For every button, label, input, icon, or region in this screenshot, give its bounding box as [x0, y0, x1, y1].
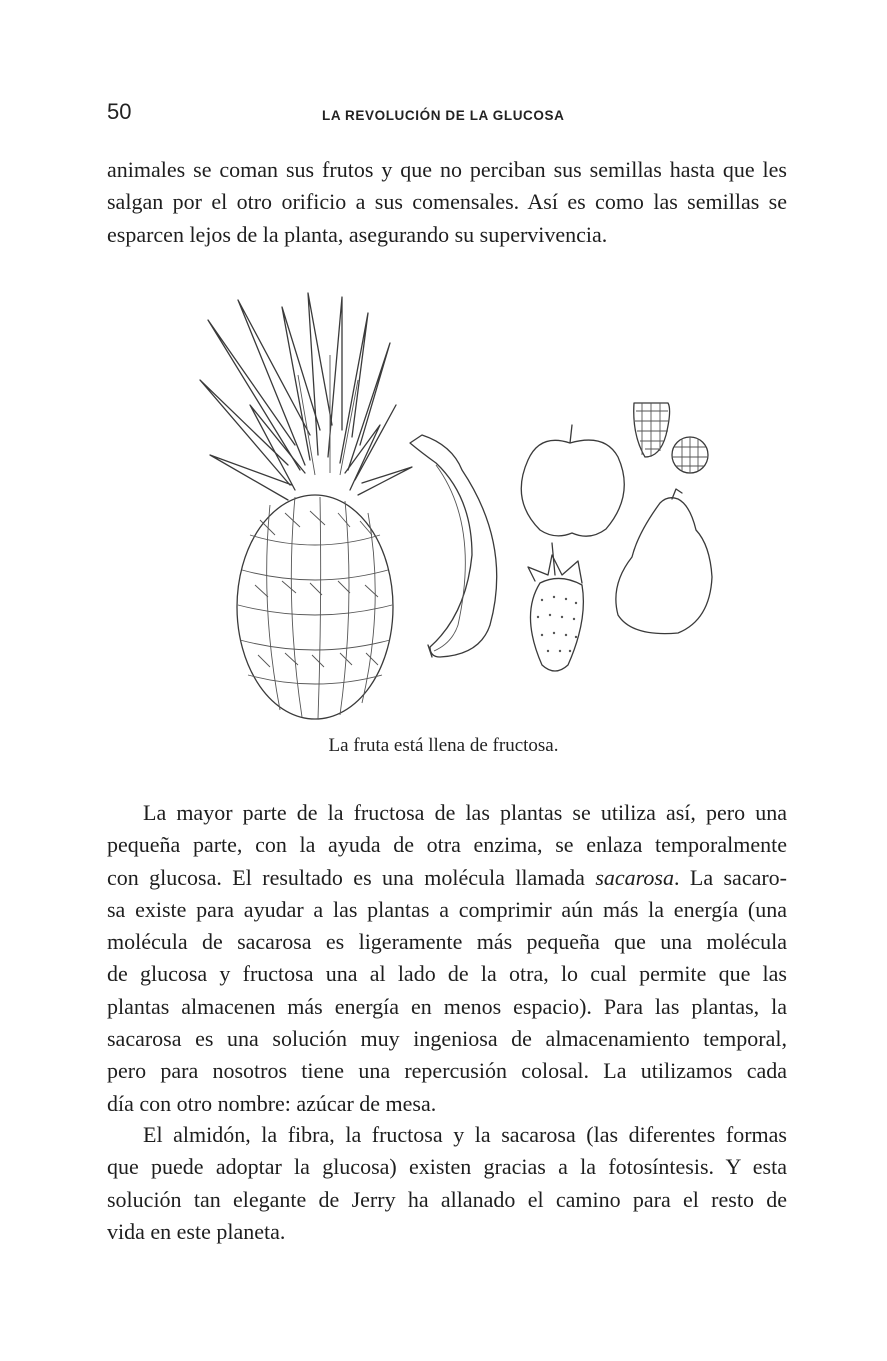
paragraph-continued: [107, 154, 787, 251]
pineapple-crown: [200, 293, 412, 500]
text-line: plantas almacenen más energía en menos espacio). Para las plantas, la: [107, 993, 787, 1019]
raspberry-upper: [634, 403, 670, 457]
text-line: sacarosa es una solución muy ingeniosa de almacenamiento temporal,: [107, 1026, 787, 1052]
text-line: vida en este planeta.: [107, 1218, 286, 1244]
text-line: esparcen lejos de la planta, asegurando su supervivencia.: [107, 221, 608, 247]
text-line: La mayor parte de la fructosa de las plantas se utiliza así, pero una: [143, 800, 787, 825]
pineapple-body: [237, 495, 393, 719]
italic-term: sacarosa: [595, 864, 674, 890]
text-line: pero para nosotros tiene una repercusión colosal. La utilizamos cada: [107, 1058, 787, 1084]
text-line: El almidón, la fibra, la fructosa y la sacarosa (las diferentes formas: [143, 1122, 787, 1147]
raspberry-lower: [672, 437, 708, 473]
pear: [616, 489, 712, 634]
apple: [521, 425, 624, 536]
text-line: pequeña parte, con la ayuda de otra enzima, se enlaza temporalmente: [107, 832, 787, 858]
text-line: salgan por el otro orificio a sus comensales. Así es como las semillas se: [107, 189, 787, 215]
fruit-illustration: [190, 285, 720, 725]
text-line: animales se coman sus frutos y que no perciban sus semillas hasta que les: [107, 157, 787, 182]
text-line: día con otro nombre: azúcar de mesa.: [107, 1090, 437, 1116]
text-line: sa existe para ayudar a las plantas a comprimir aún más la energía (una: [107, 896, 787, 922]
strawberry: [528, 543, 583, 671]
figure-caption: La fruta está llena de fructosa.: [328, 735, 559, 756]
banana: [410, 435, 497, 657]
text-run: con glucosa. El resultado es una molécula llamada: [107, 864, 596, 890]
fruit-drawing: [190, 285, 720, 725]
text-line: molécula de sacarosa es ligeramente más pequeña que una molécula: [107, 929, 787, 955]
page-number: 50: [107, 99, 132, 124]
text-line: de glucosa y fructosa una al lado de la otra, lo cual permite que las: [107, 961, 787, 987]
text-line: solución tan elegante de Jerry ha allanado el camino para el resto de: [107, 1186, 787, 1212]
text-run: . La sacaro-: [673, 864, 788, 890]
text-line: que puede adoptar la glucosa) existen gracias a la fotosíntesis. Y esta: [107, 1154, 787, 1180]
paragraph-sacarosa: [107, 797, 787, 1120]
text-line: [107, 862, 787, 894]
paragraph-fotosintesis: [107, 1119, 787, 1248]
running-head: LA REVOLUCIÓN DE LA GLUCOSA: [322, 108, 565, 123]
